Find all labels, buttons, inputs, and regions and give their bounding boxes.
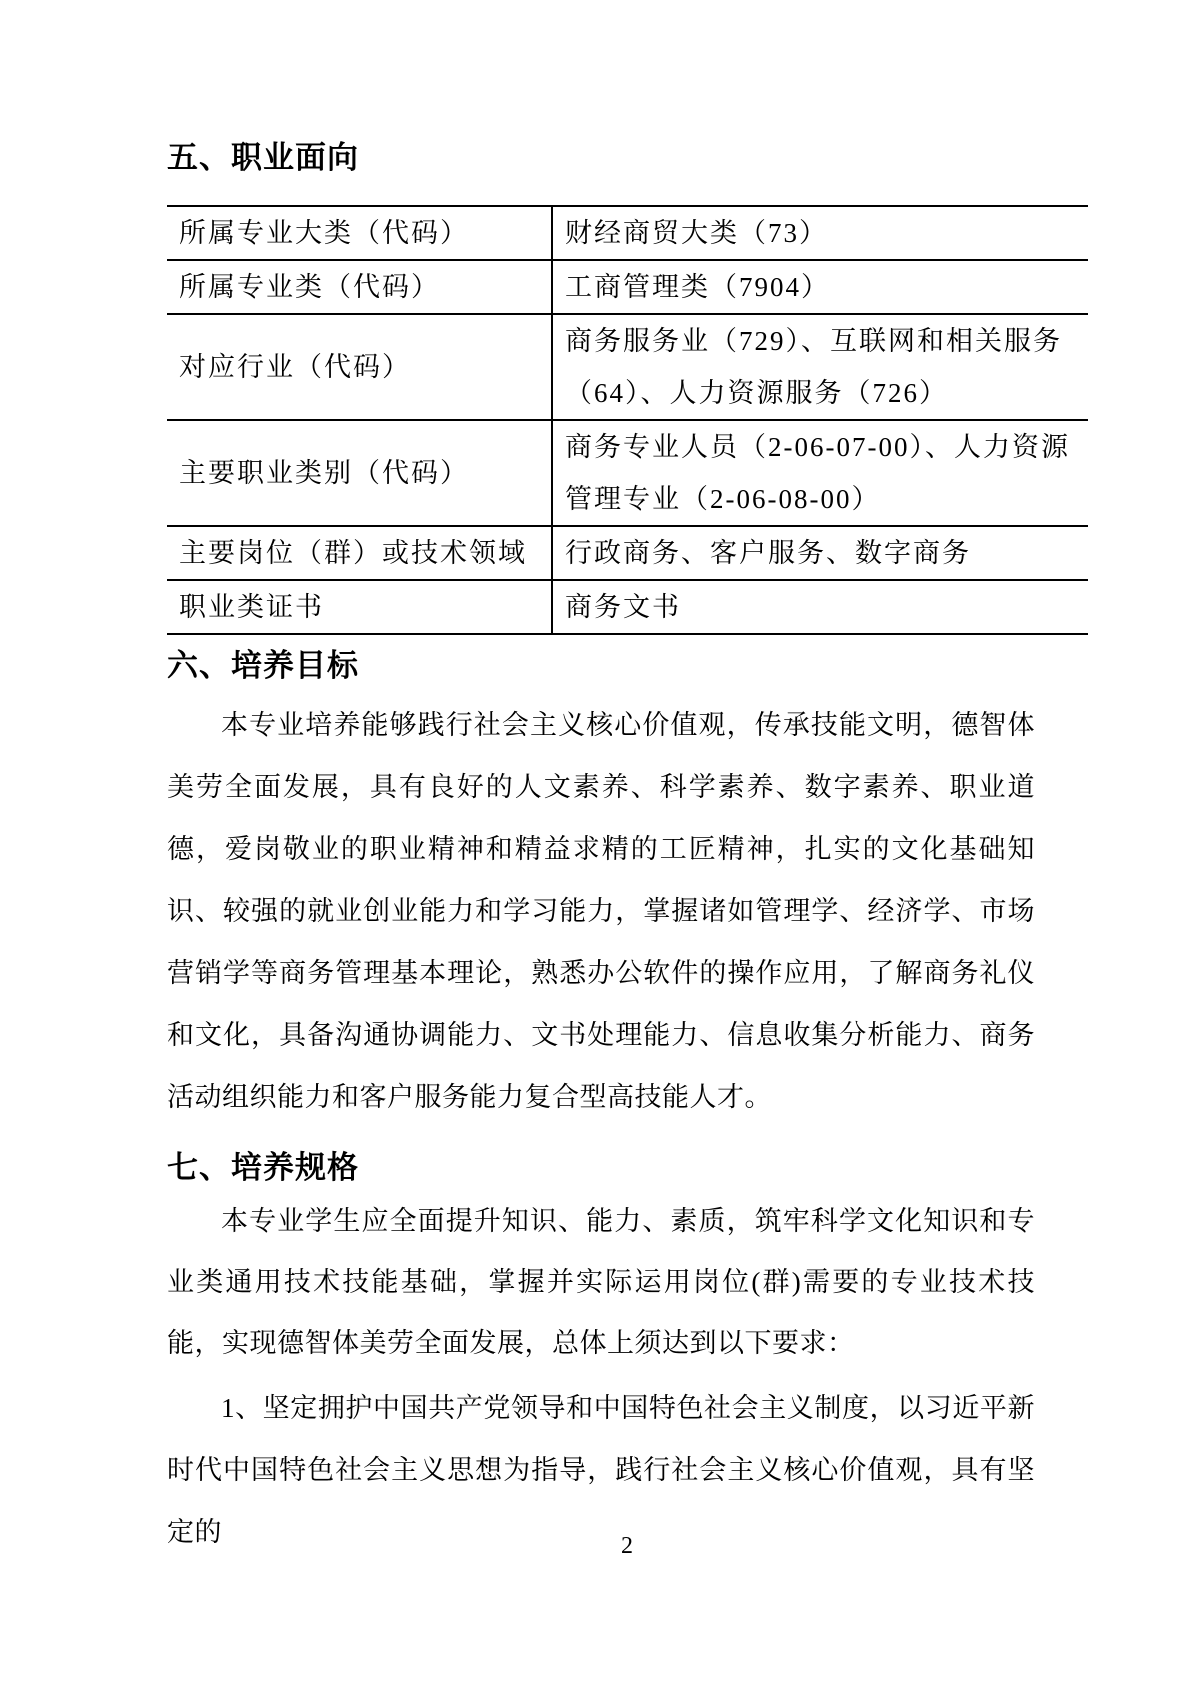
table-cell-value: 商务服务业（729）、互联网和相关服务（64）、人力资源服务（726） [552, 314, 1088, 420]
table-cell-label: 主要岗位（群）或技术领域 [167, 526, 552, 580]
table-row [167, 526, 1088, 580]
table-cell-label: 对应行业（代码） [167, 314, 552, 420]
table-row [167, 260, 1088, 314]
training-spec-paragraph-1: 本专业学生应全面提升知识、能力、素质，筑牢科学文化知识和专业类通用技术技能基础，掌握并实际运用岗位(群)需要的专业技术技能，实现德智体美劳全面发展，总体上须达到以下要求： [167, 1206, 1035, 1358]
table-cell-label: 主要职业类别（代码） [167, 420, 552, 526]
table-cell-value: 商务专业人员（2-06-07-00）、人力资源管理专业（2-06-08-00） [552, 420, 1088, 526]
training-spec-paragraph-2: 1、坚定拥护中国共产党领导和中国特色社会主义制度，以习近平新时代中国特色社会主义思想为指导，践行社会主义核心价值观，具有坚定的 [167, 1393, 1035, 1547]
table-cell-value: 行政商务、客户服务、数字商务 [552, 526, 1088, 580]
table-cell-label: 所属专业类（代码） [167, 260, 552, 314]
section-heading-career-orientation: 五、职业面向 [167, 140, 359, 175]
table-cell-label: 职业类证书 [167, 580, 552, 634]
table-row [167, 206, 1088, 260]
section-heading-training-goal: 六、培养目标 [167, 648, 359, 683]
table-row [167, 420, 1088, 526]
table-row [167, 314, 1088, 420]
table-cell-label: 所属专业大类（代码） [167, 206, 552, 260]
table-row [167, 580, 1088, 634]
page-number: 2 [621, 1533, 633, 1559]
table-cell-value: 财经商贸大类（73） [552, 206, 1088, 260]
career-orientation-table [167, 205, 1088, 635]
training-goal-paragraph: 本专业培养能够践行社会主义核心价值观，传承技能文明，德智体美劳全面发展，具有良好的人文素养、科学素养、数字素养、职业道德，爱岗敬业的职业精神和精益求精的工匠精神，扎实的文化基础知识、较强的就业创业能力和学习能力，掌握诸如管理学、经济学、市场营销学等商务管理基本理论，熟悉办公软件的操作应用，了解商务礼仪和文化，具备沟通协调能力、文书处理能力、信息收集分析能力、商务活动组织能力和客户服务能力复合型高技能人才。 [167, 710, 1035, 1112]
table-cell-value: 工商管理类（7904） [552, 260, 1088, 314]
table-cell-value: 商务文书 [552, 580, 1088, 634]
section-heading-training-spec: 七、培养规格 [167, 1150, 359, 1185]
